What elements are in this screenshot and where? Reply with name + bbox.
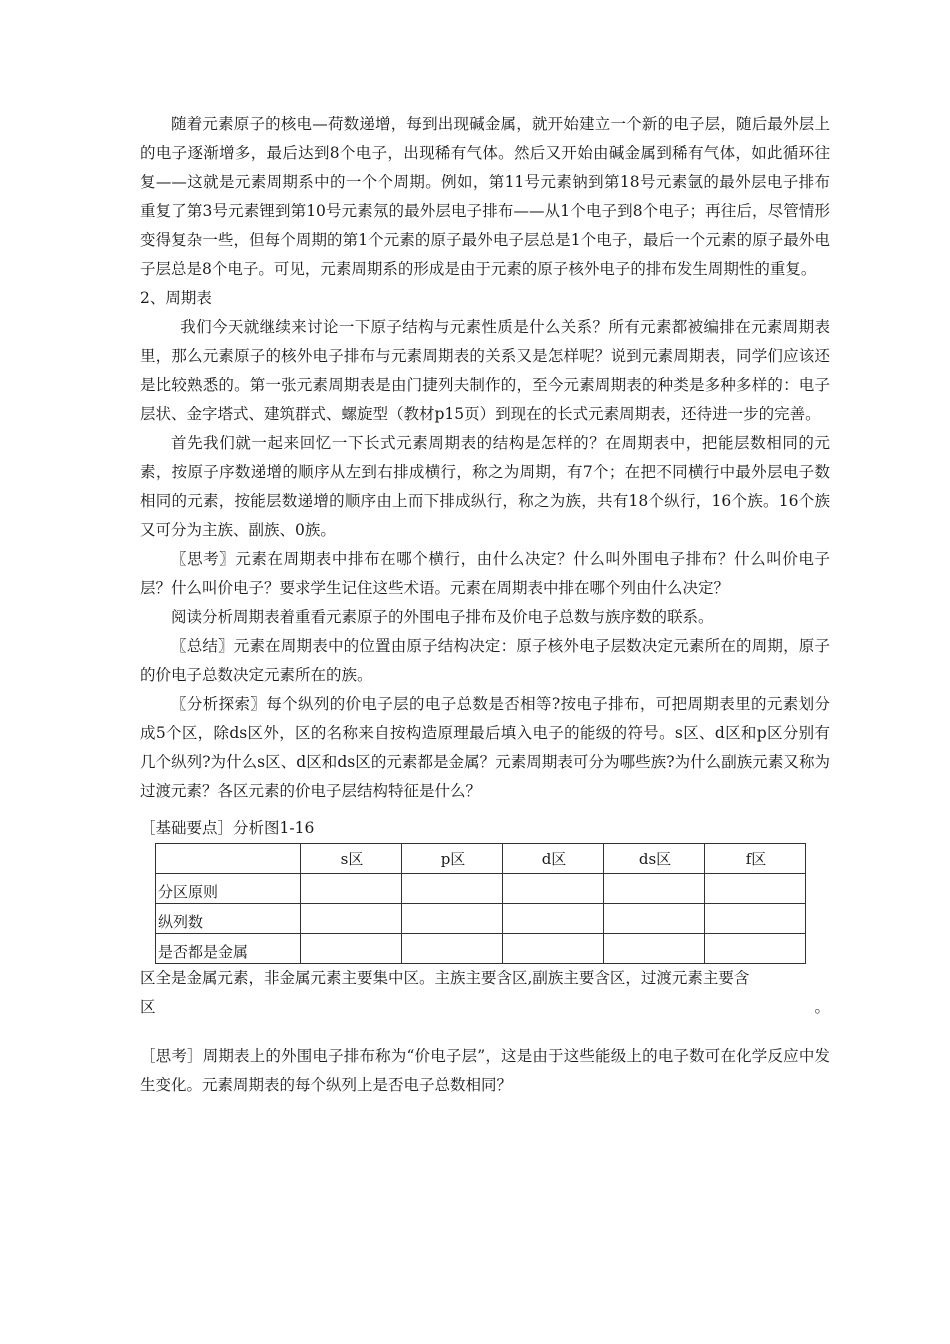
table-row-label: 纵列数 [156,904,301,934]
table-header-cell: s区 [301,844,402,874]
block-zone-table [155,843,806,964]
table-row [156,874,806,904]
paragraph-fill-in-blank: 区全是金属元素，非金属元素主要集中区。主族主要含区,副族主要含区，过渡元素主要含 [140,969,750,987]
paragraph-analysis-explore: 〖分析探索〗每个纵列的价电子层的电子总数是否相等?按电子排布，可把周期表里的元素划分成5个区，除ds区外，区的名称来自按构造原理最后填入电子的能级的符号。s区、d区和p区分别有几个纵列?为什么s区、d区和ds区的元素都是金属？元素周期表可分为哪些族?为什么副族元素又称为过渡元素？各区元素的价电子层结构特征是什么？ [140,695,830,800]
table-cell [705,874,806,904]
table-cell [503,934,604,964]
paragraph-periodic-system: 随着元素原子的核电—荷数递增，每到出现碱金属，就开始建立一个新的电子层，随后最外层上的电子逐渐增多，最后达到8个电子，出现稀有气体。然后又开始由碱金属到稀有气体，如此循环往复——这就是元素周期系中的一个个周期。例如，第11号元素钠到第18号元素氩的最外层电子排布重复了第3号元素锂到第10号元素氖的最外层电子排布——从1个电子到8个电子；再往后，尽管情形变得复杂一些，但每个周期的第1个元素的原子最外电子层总是1个电子，最后一个元素的原子最外电子层总是8个电子。可见，元素周期系的形成是由于元素的原子核外电子的排布发生周期性的重复。 [140,115,830,278]
paragraph-intro-periodic-table: 我们今天就继续来讨论一下原子结构与元素性质是什么关系？所有元素都被编排在元素周期表里，那么元素原子的核外电子排布与元素周期表的关系又是怎样呢？说到元素周期表，同学们应该还是比较熟悉的。第一张元素周期表是由门捷列夫制作的，至今元素周期表的种类是多种多样的：电子层状、金字塔式、建筑群式、螺旋型（教材p15页）到现在的长式元素周期表，还待进一步的完善。 [140,318,830,423]
table-cell [402,874,503,904]
fill-in-blank-line [140,993,830,1022]
fill-in-blank-start: 区 [140,998,156,1016]
table-row [156,934,806,964]
table-row-label: 是否都是金属 [156,934,301,964]
table-header-cell: ds区 [604,844,705,874]
table-cell [301,874,402,904]
table-caption: ［基础要点］分析图1-16 [140,819,315,837]
table-cell [604,934,705,964]
table-row [156,904,806,934]
document-page [140,110,830,1100]
table-header-row [156,844,806,874]
table-cell [604,874,705,904]
table-cell [705,904,806,934]
table-cell [503,874,604,904]
table-header-cell: p区 [402,844,503,874]
table-row-label: 分区原则 [156,874,301,904]
paragraph-long-form-structure: 首先我们就一起来回忆一下长式元素周期表的结构是怎样的？在周期表中，把能层数相同的元素，按原子序数递增的顺序从左到右排成横行，称之为周期，有7个；在把不同横行中最外层电子数相同的元素，按能层数递增的顺序由上而下排成纵行，称之为族，共有18个纵行，16个族。16个族又可分为主族、副族、0族。 [140,434,830,539]
table-cell [301,934,402,964]
table-header-cell: f区 [705,844,806,874]
table-header-cell [156,844,301,874]
paragraph-summary: 〖总结〗元素在周期表中的位置由原子结构决定：原子核外电子层数决定元素所在的周期，原子的价电子总数决定元素所在的族。 [140,637,830,684]
table-cell [301,904,402,934]
paragraph-think-valence-layer: ［思考］周期表上的外围电子排布称为“价电子层”，这是由于这些能级上的电子数可在化学反应中发生变化。元素周期表的每个纵列上是否电子总数相同？ [140,1047,830,1094]
fill-in-blank-end: 。 [814,998,830,1016]
table-cell [503,904,604,934]
table-cell [402,904,503,934]
table-header-cell: d区 [503,844,604,874]
table-cell [604,904,705,934]
table-cell [402,934,503,964]
table-cell [705,934,806,964]
paragraph-think-question: 〖思考〗元素在周期表中排布在哪个横行，由什么决定？什么叫外围电子排布？什么叫价电子层？什么叫价电子？要求学生记住这些术语。元素在周期表中排在哪个列由什么决定？ [140,550,830,597]
paragraph-reading-analysis: 阅读分析周期表着重看元素原子的外围电子排布及价电子总数与族序数的联系。 [171,608,714,626]
section-heading-periodic-table: 2、周期表 [140,289,212,307]
